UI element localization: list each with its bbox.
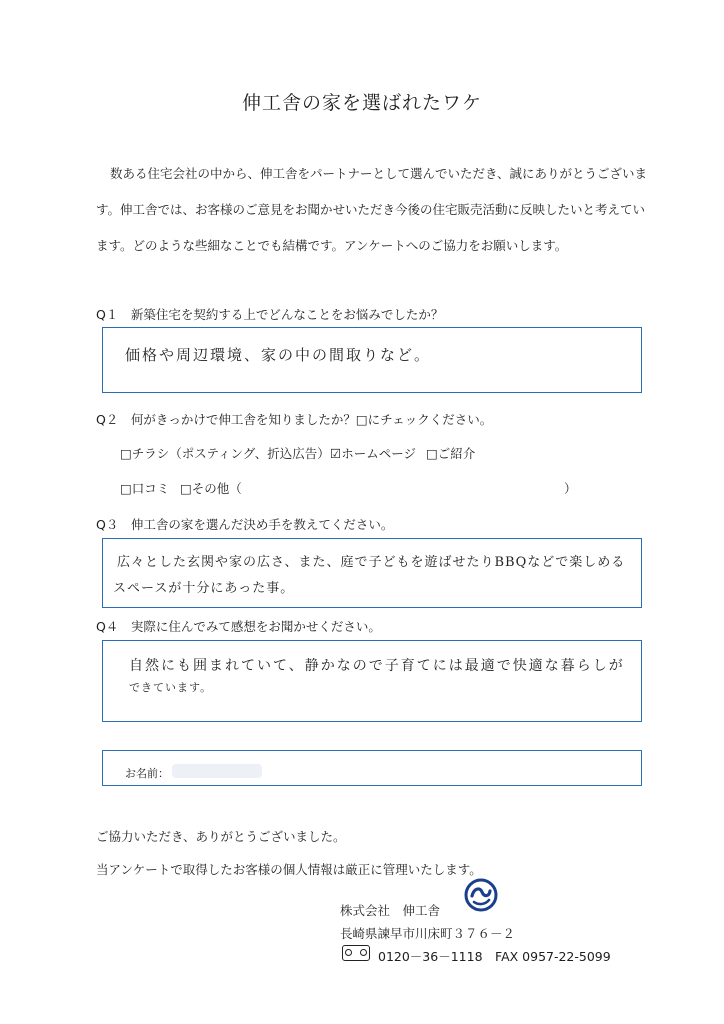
question-3-answer-line-2: スペースが十分にあった事。 (113, 581, 295, 596)
question-1-answer-box (102, 327, 642, 393)
freedial-icon (342, 945, 370, 961)
intro-line-1: 数ある住宅会社の中から、伸工舎をパートナーとして選んでいただき、誠にありがとうございま (110, 166, 648, 181)
question-3-answer-line-1: 広々とした玄関や家の広さ、また、庭で子どもを遊ばせたりBBQなどで楽しめる (117, 555, 626, 570)
question-3-answer-box (102, 538, 642, 608)
question-3-label: Q３ 伸工舎の家を選んだ決め手を教えてください。 (96, 517, 394, 532)
intro-line-3: ます。どのような些細なことでも結構です。アンケートへのご協力をお願いします。 (96, 238, 568, 253)
company-phone: 0120－36－1118 FAX 0957-22-5099 (378, 949, 611, 964)
question-4-answer-line-2: できています。 (129, 681, 213, 694)
page-title: 伸工舎の家を選ばれたワケ (241, 92, 482, 114)
question-4-answer-box (102, 640, 642, 722)
question-4-answer-line-1: 自然にも囲まれていて、静かなので子育てには最適で快適な暮らしが (129, 658, 625, 674)
option-homepage[interactable]: ☑ホームページ (330, 446, 416, 461)
question-4-label: Q４ 実際に住んでみて感想をお聞かせください。 (96, 619, 381, 634)
thanks-text: ご協力いただき、ありがとうございました。 (96, 829, 346, 844)
option-other[interactable]: □その他（ (180, 481, 242, 496)
question-1-answer: 価格や周辺環境、家の中の間取りなど。 (125, 346, 432, 364)
company-logo-icon (464, 878, 498, 912)
company-address: 長崎県諫早市川床町３７６－２ (340, 926, 516, 941)
privacy-text: 当アンケートで取得したお客様の個人情報は厳正に管理いたします。 (96, 862, 482, 877)
question-1-label: Q１ 新築住宅を契約する上でどんなことをお悩みでしたか？ (96, 307, 444, 322)
company-name: 株式会社 伸工舎 (340, 903, 441, 918)
intro-line-2: す。伸工舎では、お客様のご意見をお聞かせいただき今後の住宅販売活動に反映したいと考えてい (96, 202, 646, 217)
option-flyer[interactable]: □チラシ（ポスティング、折込広告） (120, 446, 330, 461)
option-other-close: ） (564, 481, 577, 496)
option-referral[interactable]: □ご紹介 (426, 446, 476, 461)
option-word-of-mouth[interactable]: □口コミ (120, 481, 170, 496)
redacted-name (172, 764, 262, 778)
question-2-label: Q２ 何がきっかけで伸工舎を知りましたか？□にチェックください。 (96, 412, 493, 427)
name-label: お名前： (125, 767, 169, 780)
